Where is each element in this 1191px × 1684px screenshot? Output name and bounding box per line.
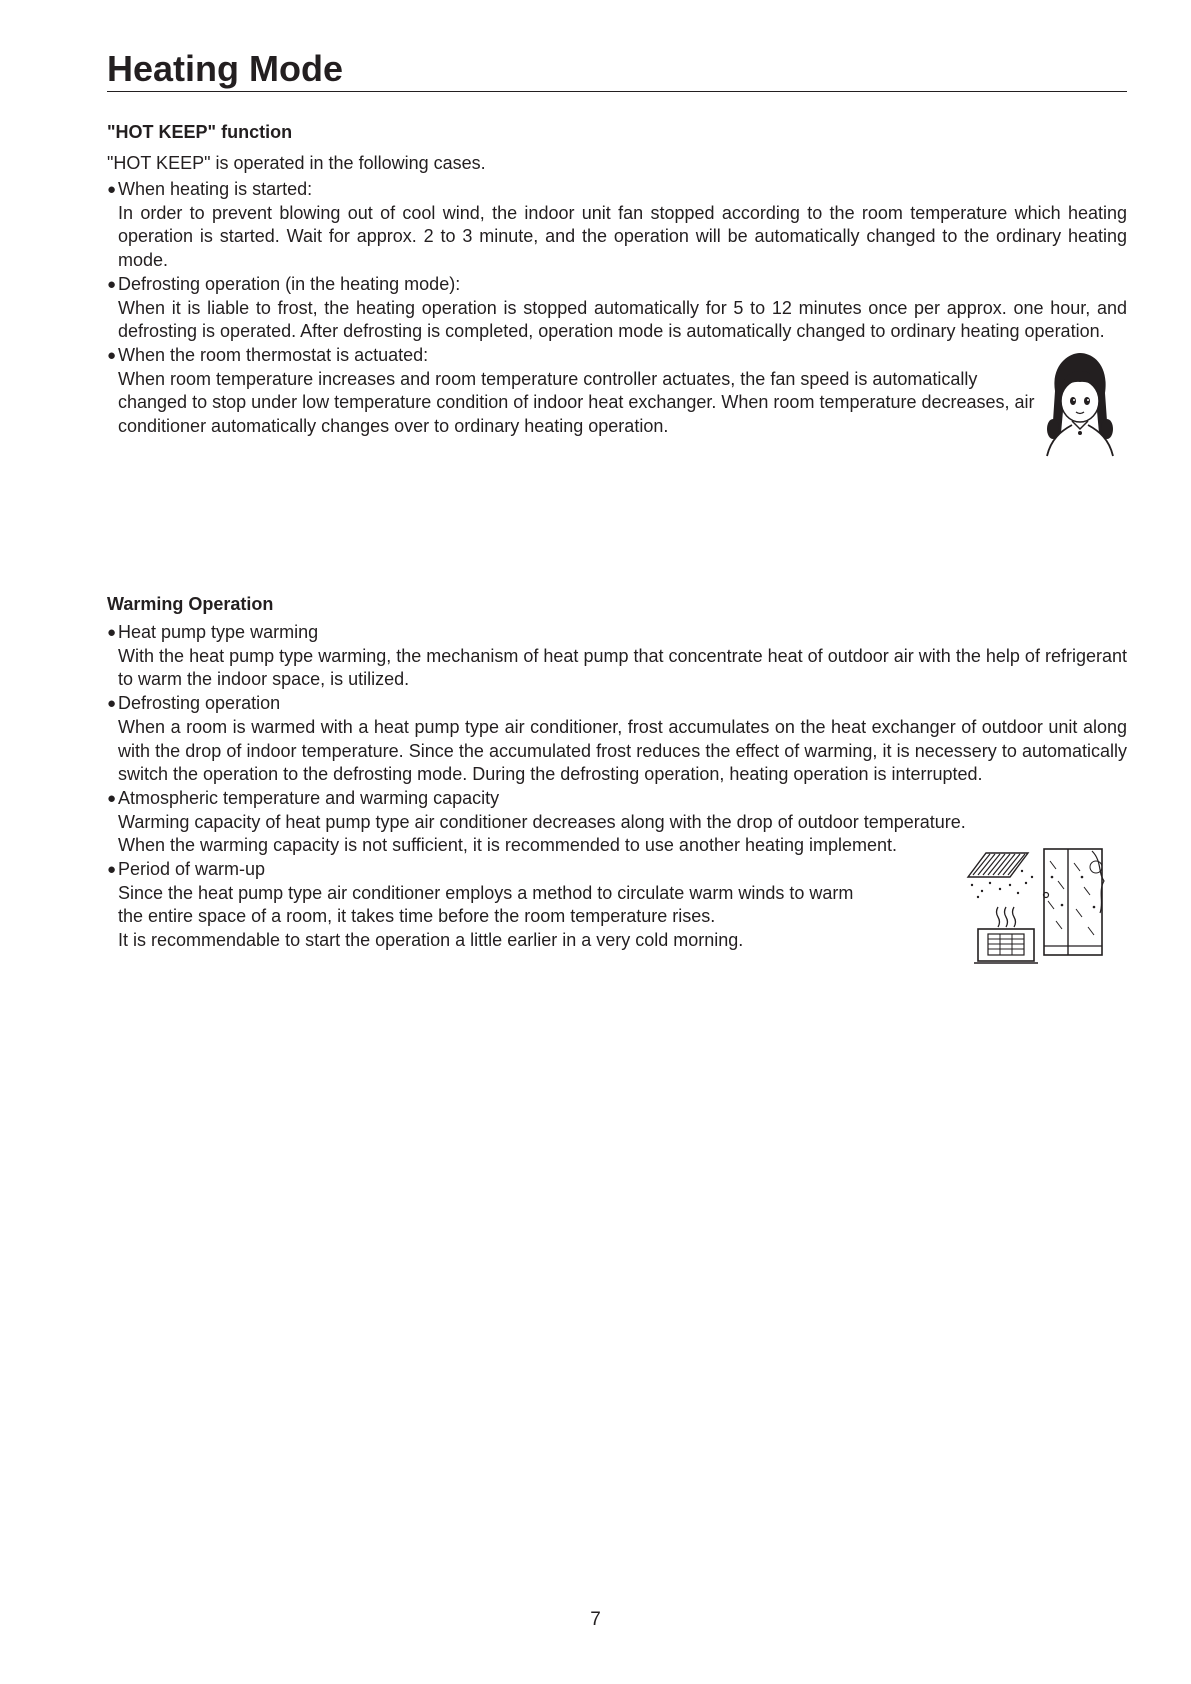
bullet-body-line: When the warming capacity is not sufficient, it is recommended to use another heating implement. [118,835,898,856]
page-number: 7 [590,1609,601,1630]
bullet-title: Defrosting operation (in the heating mode): [118,273,461,294]
outdoor-unit-icon [968,853,1033,898]
bullet-icon: ● [107,695,117,713]
bullet-title: Period of warm-up [118,859,266,880]
bullet-body: In order to prevent blowing out of cool wind, the indoor unit fan stopped according to the room temperature which heating operation is started. Wait for approx. 2 to 3 minute, and the operation will be automatically changed to the ordinary heating mode. [118,202,1127,271]
bullet-title: When the room thermostat is actuated: [118,344,429,365]
bullet-title: Atmospheric temperature and warming capacity [118,787,500,808]
list-item [107,621,1127,692]
list-item [107,344,1127,439]
bullet-body-line: Since the heat pump type air conditioner employs a method to circulate warm winds to warm [118,882,854,903]
list-item [107,178,1127,273]
bullet-body-line: Warming capacity of heat pump type air conditioner decreases along with the drop of outdoor temperature. [118,811,966,832]
bullet-body: With the heat pump type warming, the mechanism of heat pump that concentrate heat of outdoor air with the help of refrigerant to warm the indoor space, is utilized. [118,645,1127,690]
bullet-icon: ● [107,624,117,641]
bullet-title: Heat pump type warming [118,622,319,642]
bullet-body: When it is liable to frost, the heating operation is stopped automatically for 5 to 12 minutes once per approx. one hour, and defrosting is operated. After defrosting is completed, operation mode is automatically changed to ordinary heating operation. [118,297,1127,342]
bullet-icon: ● [107,861,117,879]
bullet-body-line: the entire space of a room, it takes time before the room temperature rises. [118,906,716,927]
title-divider [107,91,1127,92]
list-item [107,273,1127,344]
page-title: Heating Mode [107,48,344,89]
heater-window-illustration [960,847,1106,965]
window-icon [1044,849,1105,955]
warming-heading: Warming Operation [107,594,274,614]
bullet-icon: ● [107,181,117,198]
hot-keep-heading: "HOT KEEP" function [107,122,293,142]
bullet-body-line: It is recommendable to start the operation a little earlier in a very cold morning. [118,930,744,951]
bullet-title: When heating is started: [118,179,313,199]
list-item [107,692,1127,787]
heater-icon [974,907,1038,963]
bullet-title: Defrosting operation [118,693,281,714]
bullet-icon: ● [107,346,117,364]
bullet-body: When a room is warmed with a heat pump type air conditioner, frost accumulates on the heat exchanger of outdoor unit along with the drop of indoor temperature. Since the accumulated frost reduces the effect of warming, it is necessery to automatically switch the operation to the defrosting mode. During the defrosting operation, heating operation is interrupted. [118,716,1127,785]
hot-keep-list [107,178,1127,439]
bullet-body: When room temperature increases and room temperature controller actuates, the fan speed is automatically changed to stop under low temperature condition of indoor heat exchanger. When room temperature decreases, air conditioner automatically changes over to ordinary heating operation. [118,368,1035,437]
bullet-icon: ● [107,275,117,293]
bullet-icon: ● [107,789,117,807]
girl-illustration [1043,351,1117,458]
hot-keep-intro: "HOT KEEP" is operated in the following cases. [107,153,486,173]
